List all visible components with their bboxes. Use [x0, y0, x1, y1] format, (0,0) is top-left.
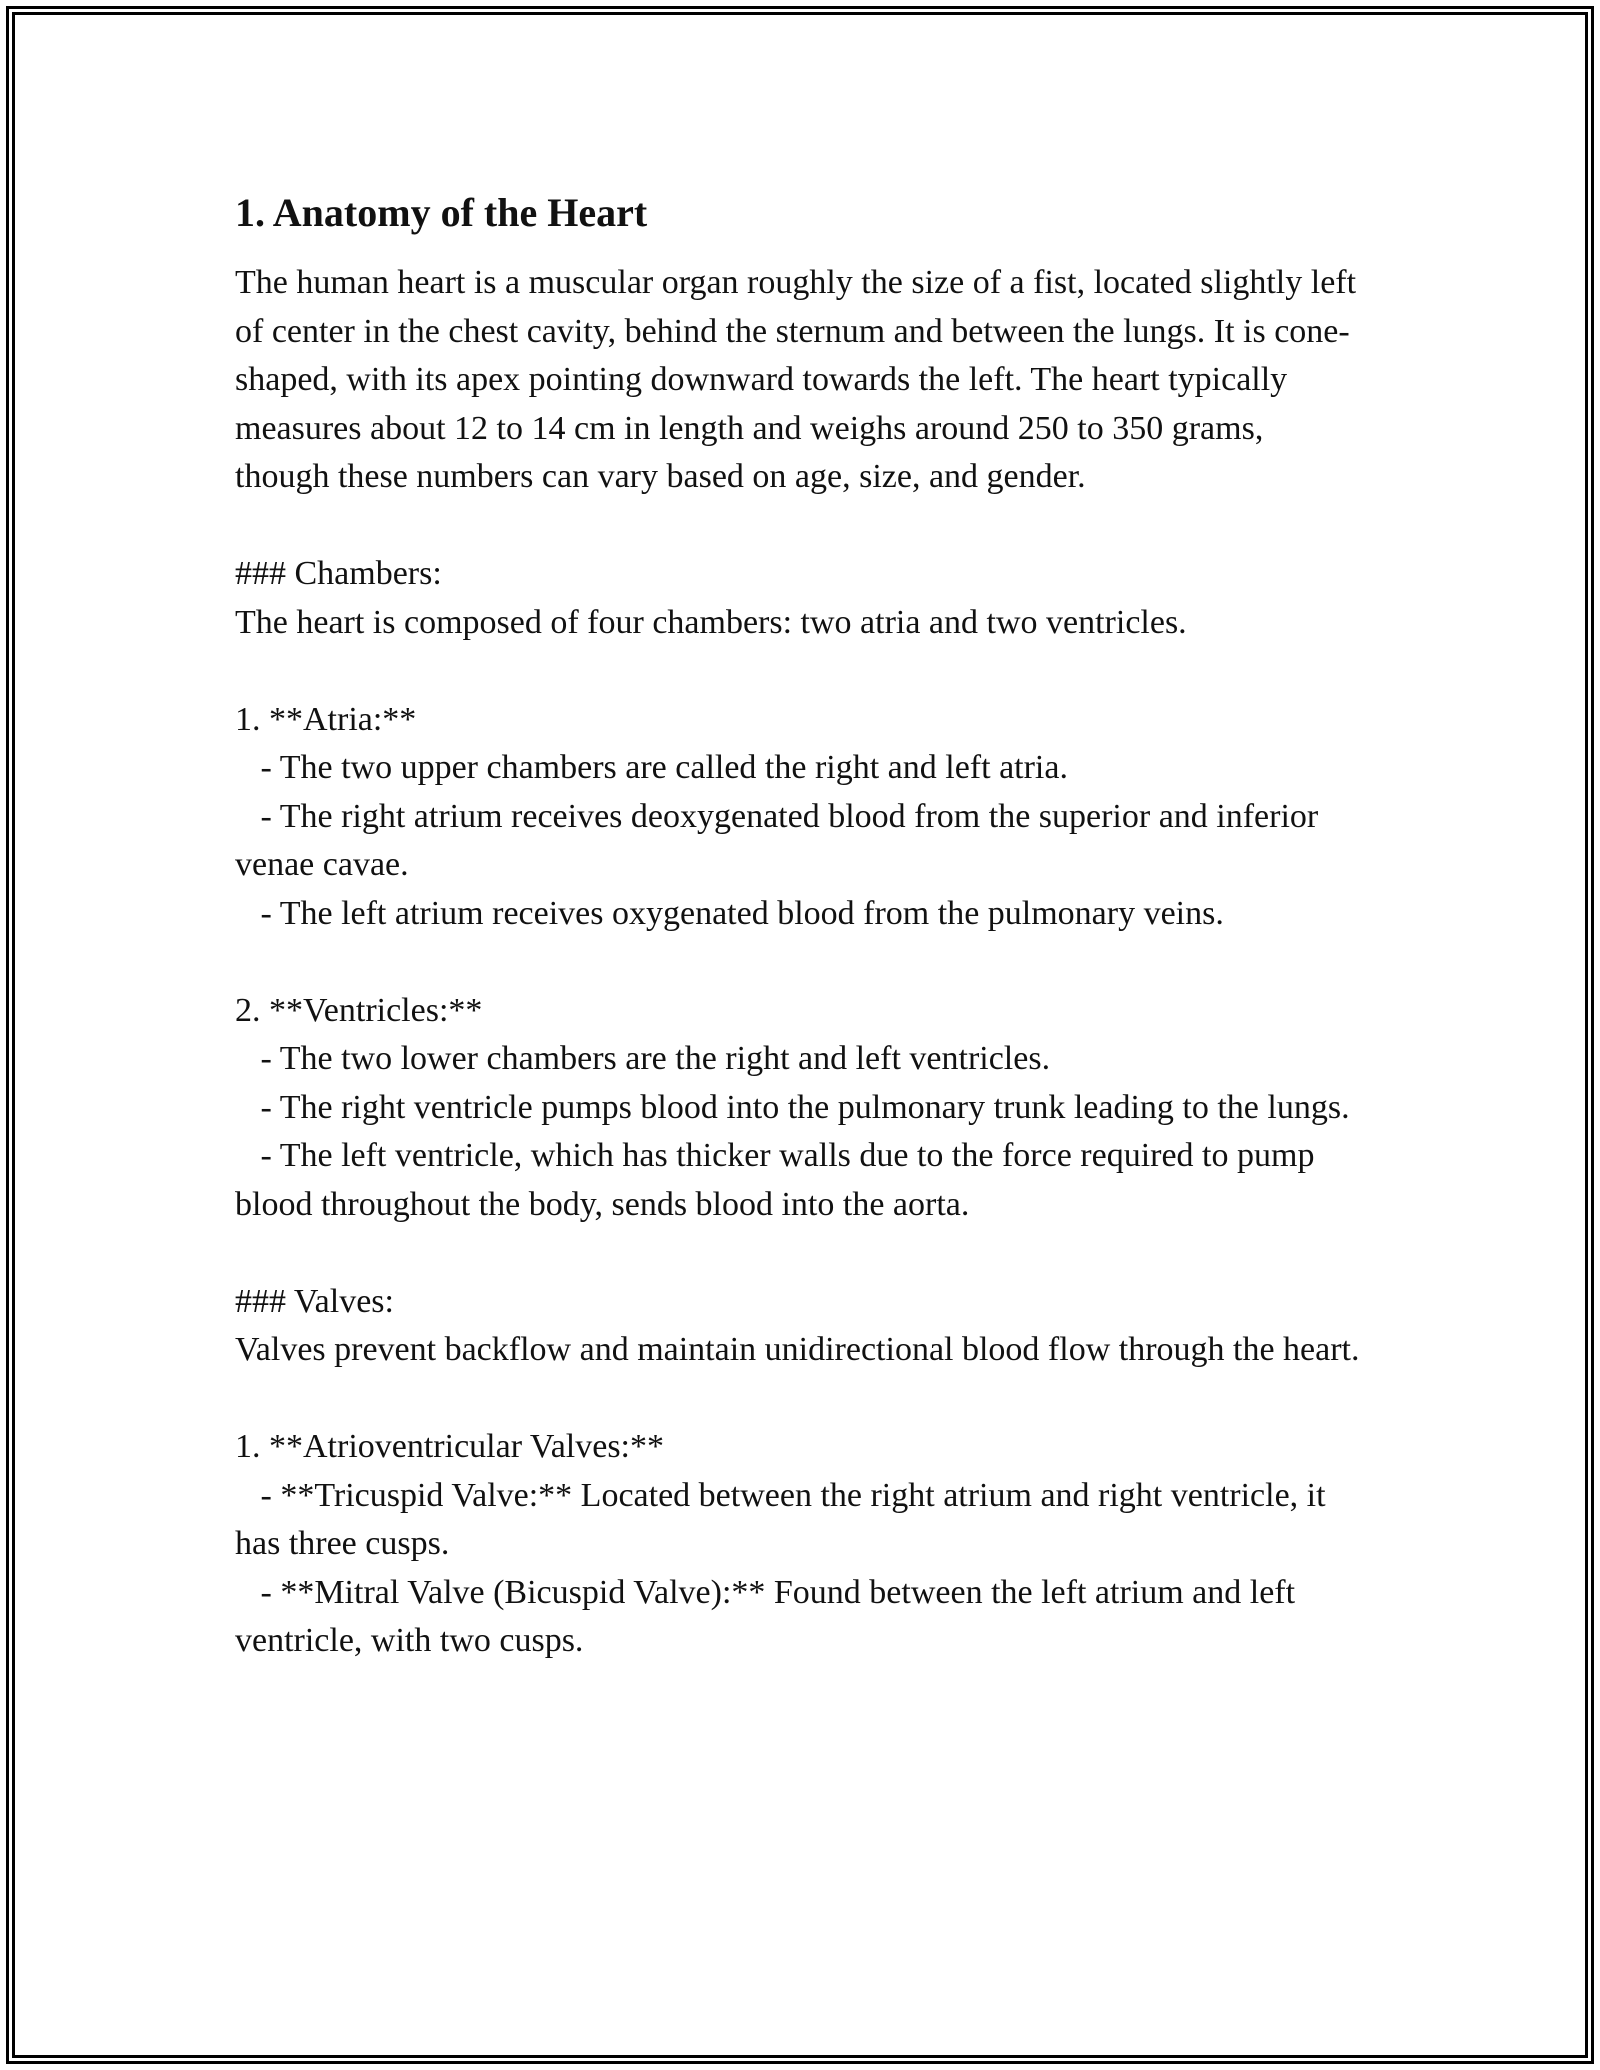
- document-page: [235, 185, 1365, 1666]
- document-body: The human heart is a muscular organ roughly the size of a fist, located slightly left of center in the chest cavity, behind the sternum and between the lungs. It is cone-shaped, with its apex pointing downward towards the left. The heart typically measures about 12 to 14 cm in length and weighs around 250 to 350 grams, though these numbers can vary based on age, size, and gender. ### Chambers: The heart is composed of four chambers: two atria and two ventricles. 1. **Atria:** - The two upper chambers are called the right and left atria. - The right atrium receives deoxygenated blood from the superior and inferior venae cavae. - The left atrium receives oxygenated blood from the pulmonary veins. 2. **Ventricles:** - The two lower chambers are the right and left ventricles. - The right ventricle pumps blood into the pulmonary trunk leading to the lungs. - The left ventricle, which has thicker walls due to the force required to pump blood throughout the body, sends blood into the aorta. ### Valves: Valves prevent backflow and maintain unidirectional blood flow through the heart. 1. **Atrioventricular Valves:** - **Tricuspid Valve:** Located between the right atrium and right ventricle, it has three cusps. - **Mitral Valve (Bicuspid Valve):** Found between the left atrium and left ventricle, with two cusps.: [235, 264, 1360, 1659]
- section-heading: 1. Anatomy of the Heart: [235, 190, 648, 235]
